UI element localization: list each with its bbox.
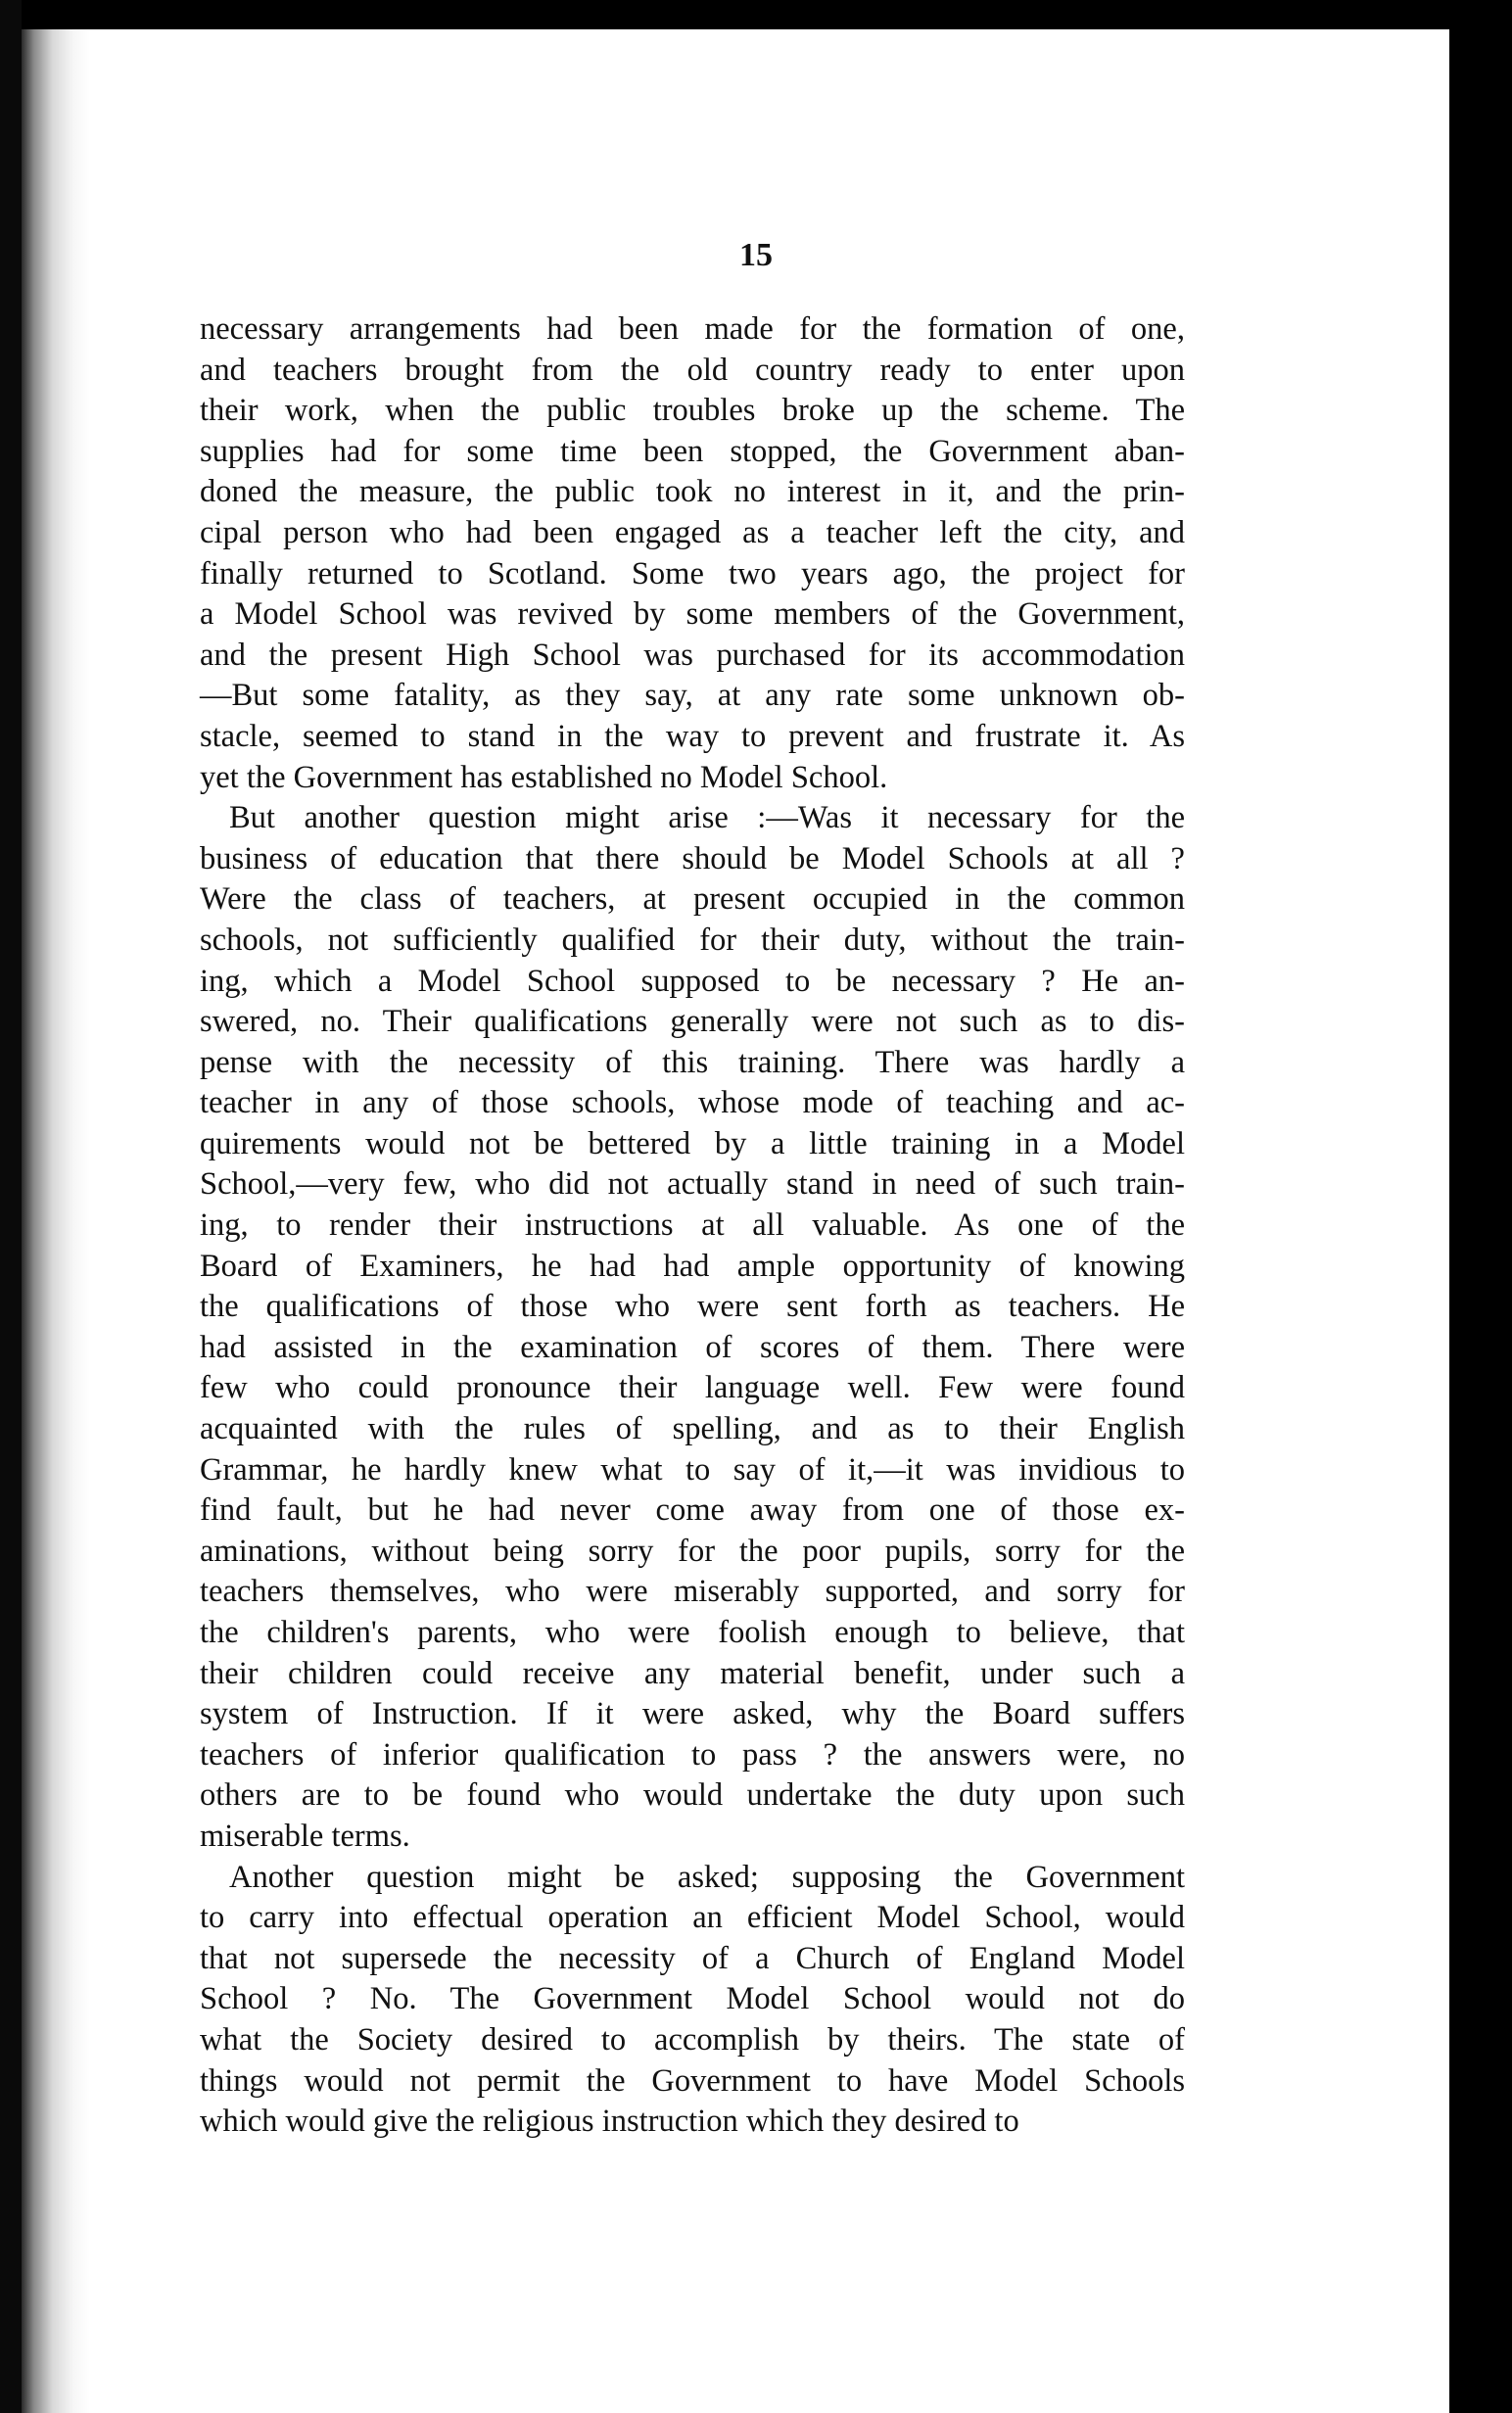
text-line: what the Society desired to accomplish by theirs. The state of (200, 2021, 1185, 2058)
scan-border-left (0, 0, 22, 2413)
text-line: which would give the religious instruction which they desired to (200, 2104, 1019, 2140)
text-line: find fault, but he had never come away from one of those ex- (200, 1492, 1185, 1529)
text-line: But another question might arise :—Was it necessary for the (229, 800, 1185, 836)
text-line: to carry into effectual operation an efficient Model School, would (200, 1900, 1185, 1936)
text-line: stacle, seemed to stand in the way to prevent and frustrate it. As (200, 718, 1185, 754)
text-line: School ? No. The Government Model School would not do (200, 1981, 1185, 2017)
text-line: ing, which a Model School supposed to be necessary ? He an- (200, 963, 1185, 999)
text-line: teachers themselves, who were miserably supported, and sorry for (200, 1574, 1185, 1610)
scan-border-right (1449, 0, 1512, 2413)
text-line: their children could receive any material benefit, under such a (200, 1655, 1185, 1691)
text-line: that not supersede the necessity of a Church of England Model (200, 1940, 1185, 1976)
text-line: and teachers brought from the old country ready to enter upon (200, 352, 1185, 388)
text-line: acquainted with the rules of spelling, and as to their English (200, 1411, 1185, 1447)
text-line: Grammar, he hardly knew what to say of it,—it was invidious to (200, 1451, 1185, 1488)
text-line: few who could pronounce their language well. Few were found (200, 1370, 1185, 1406)
text-line: cipal person who had been engaged as a teacher left the city, and (200, 514, 1185, 550)
text-line: School,—very few, who did not actually stand in need of such train- (200, 1166, 1185, 1203)
text-line: the qualifications of those who were sent forth as teachers. He (200, 1289, 1185, 1325)
page-body-text (200, 309, 1185, 2143)
text-line: Another question might be asked; supposing the Government (229, 1859, 1185, 1895)
text-line: necessary arrangements had been made for the formation of one, (200, 311, 1185, 347)
text-line: finally returned to Scotland. Some two years ago, the project for (200, 555, 1185, 591)
text-line: teachers of inferior qualification to pass ? the answers were, no (200, 1736, 1185, 1773)
text-line: doned the measure, the public took no interest in it, and the prin- (200, 474, 1185, 510)
paragraph (200, 1858, 1185, 2143)
text-line: ing, to render their instructions at all valuable. As one of the (200, 1207, 1185, 1244)
text-line: yet the Government has established no Model School. (200, 759, 888, 795)
text-line: swered, no. Their qualifications generally were not such as to dis- (200, 1004, 1185, 1040)
text-line: teacher in any of those schools, whose mode of teaching and ac- (200, 1085, 1185, 1121)
text-line: had assisted in the examination of scores of them. There were (200, 1329, 1185, 1365)
text-line: others are to be found who would undertake the duty upon such (200, 1777, 1185, 1814)
text-line: miserable terms. (200, 1818, 410, 1854)
text-line: Were the class of teachers, at present occupied in the common (200, 881, 1185, 918)
text-line: quirements would not be bettered by a little training in a Model (200, 1125, 1185, 1161)
text-line: aminations, without being sorry for the poor pupils, sorry for the (200, 1533, 1185, 1569)
text-line: things would not permit the Government to have Model Schools (200, 2062, 1185, 2099)
text-line: and the present High School was purchased for its accommodation (200, 637, 1185, 673)
book-spine-shadow (22, 29, 90, 2413)
text-line: —But some fatality, as they say, at any rate some unknown ob- (200, 678, 1185, 714)
text-line: a Model School was revived by some members of the Government, (200, 596, 1185, 633)
paragraph (200, 798, 1185, 1857)
text-line: Board of Examiners, he had had ample opportunity of knowing (200, 1248, 1185, 1284)
scan-border-top (0, 0, 1512, 29)
text-line: system of Instruction. If it were asked, why the Board suffers (200, 1696, 1185, 1732)
paragraph (200, 309, 1185, 798)
text-line: the children's parents, who were foolish enough to believe, that (200, 1615, 1185, 1650)
text-line: business of education that there should be Model Schools at all ? (200, 840, 1185, 876)
text-line: supplies had for some time been stopped, the Government aban- (200, 433, 1185, 469)
text-line: schools, not sufficiently qualified for their duty, without the train- (200, 922, 1185, 958)
text-line: their work, when the public troubles broke up the scheme. The (200, 393, 1185, 429)
page-number: 15 (739, 237, 773, 273)
text-line: pense with the necessity of this training. There was hardly a (200, 1044, 1185, 1080)
